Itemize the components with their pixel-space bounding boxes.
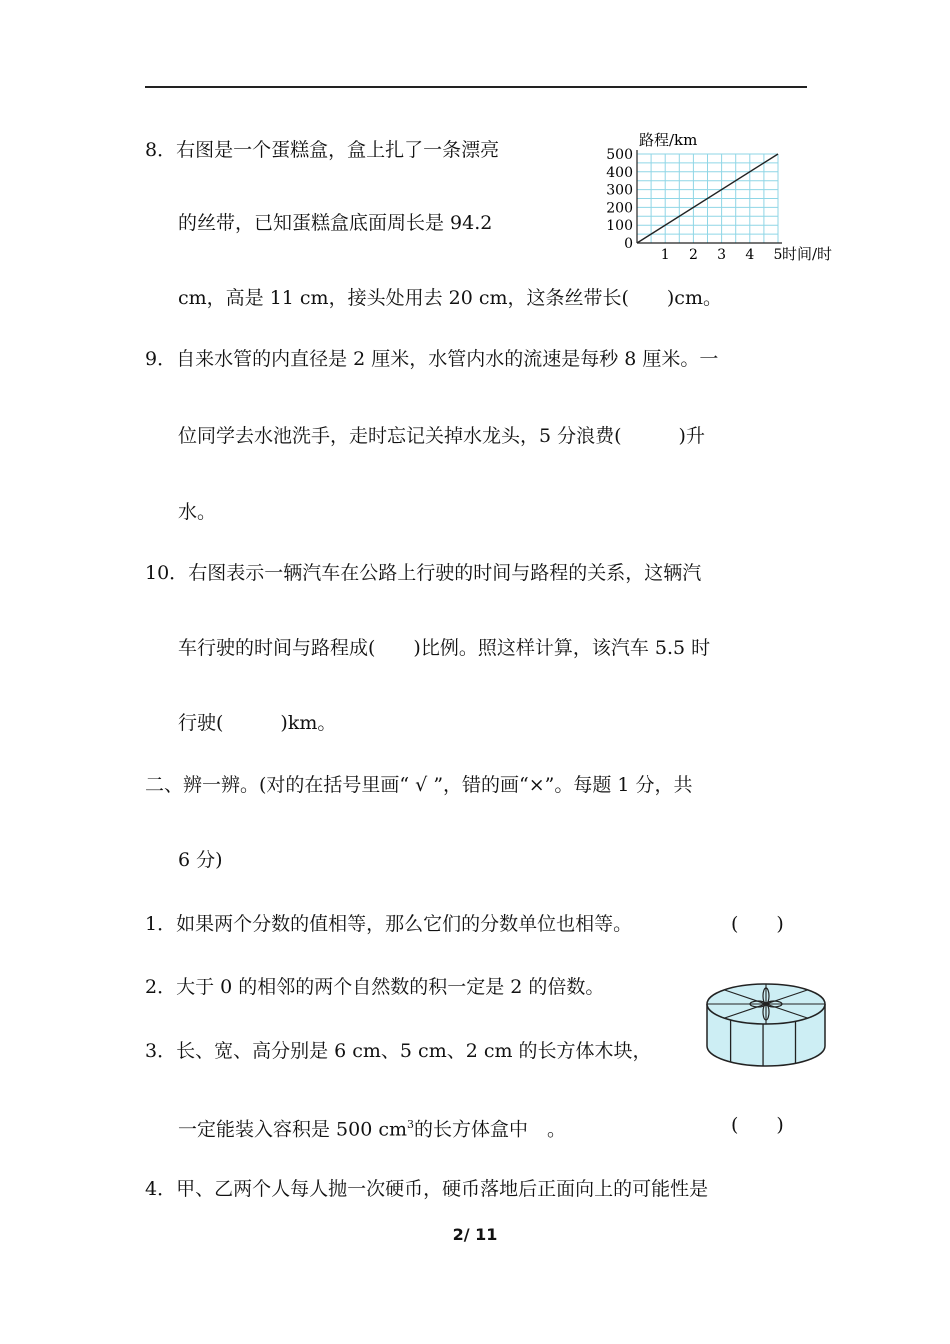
- tf-number: 4．: [145, 1178, 177, 1200]
- x-tick-label: 1: [660, 247, 670, 263]
- q10-line1: [145, 560, 701, 586]
- page-number: 2/ 11: [452, 1225, 498, 1244]
- q8-line3: cm，高是 11 cm，接头处用去 20 cm，这条丝带长( )cm。: [178, 287, 722, 309]
- tf-answer-paren-1[interactable]: ( ): [731, 913, 784, 935]
- tf-text: 如果两个分数的值相等，那么它们的分数单位也相等。: [176, 913, 633, 935]
- header-rule: [145, 86, 807, 88]
- chart-ticks: [606, 147, 782, 263]
- superscript: 3: [407, 1118, 415, 1131]
- cake-box-illustration: [702, 976, 830, 1072]
- q8-line1: [145, 137, 499, 163]
- q10-text1: 右图表示一辆汽车在公路上行驶的时间与路程的关系，这辆汽: [188, 562, 702, 584]
- section2-heading: 二、辨一辨。(对的在括号里画“ √ ”，错的画“×”。每题 1 分，共: [145, 774, 693, 796]
- q8-line2: 的丝带，已知蛋糕盒底面周长是 94.2: [178, 212, 493, 234]
- q9-line2: 位同学去水池洗手，走时忘记关掉水龙头，5 分浪费( )升: [178, 425, 705, 447]
- y-tick-label: 200: [606, 200, 633, 217]
- tf-item-3: [145, 1038, 652, 1064]
- y-tick-label: 500: [606, 147, 633, 163]
- q9-number: 9．: [145, 348, 177, 370]
- chart-x-label: 时间/时: [782, 245, 833, 263]
- q9-text1: 自来水管的内直径是 2 厘米，水管内水的流速是每秒 8 厘米。一: [176, 348, 719, 370]
- q8-text1: 右图是一个蛋糕盒，盒上扎了一条漂亮: [176, 139, 500, 161]
- tf-text: 大于 0 的相邻的两个自然数的积一定是 2 的倍数。: [176, 976, 605, 998]
- q8-number: 8．: [145, 139, 177, 161]
- y-tick-label: 0: [624, 236, 633, 252]
- tf-number: 3．: [145, 1040, 177, 1062]
- q9-line1: [145, 346, 718, 372]
- q10-number: 10．: [145, 562, 189, 584]
- x-tick-label: 4: [745, 247, 755, 263]
- tf-item-1: [145, 911, 632, 937]
- tf-item-4: [145, 1176, 708, 1202]
- x-tick-label: 2: [688, 247, 698, 263]
- cake-box: [707, 984, 825, 1066]
- tf-answer-paren-3[interactable]: ( ): [731, 1114, 784, 1136]
- tf-item-2: [145, 974, 604, 1000]
- tf-text: 长、宽、高分别是 6 cm、5 cm、2 cm 的长方体木块，: [176, 1040, 652, 1062]
- q9-line3: 水。: [178, 501, 217, 523]
- tf-item-3-cont: [178, 1112, 566, 1142]
- tf-number: 1．: [145, 913, 177, 935]
- q10-line3: 行驶( )km。: [178, 712, 337, 734]
- y-tick-label: 300: [606, 182, 633, 199]
- x-tick-label: 3: [717, 247, 727, 263]
- y-tick-label: 100: [606, 218, 633, 235]
- section2-heading-cont: 6 分): [178, 849, 223, 871]
- tf-text: 甲、乙两个人每人抛一次硬币，硬币落地后正面向上的可能性是: [176, 1178, 709, 1200]
- x-tick-label: 5: [773, 247, 783, 263]
- q10-line2: 车行驶的时间与路程成( )比例。照这样计算，该汽车 5.5 时: [178, 637, 711, 659]
- chart-y-label: 路程/km: [639, 131, 698, 149]
- tf-text-cont-end: 的长方体盒中 。: [414, 1118, 567, 1141]
- tf-text-cont: 一定能装入容积是 500 cm: [178, 1118, 408, 1141]
- distance-time-chart: [600, 128, 845, 268]
- tf-number: 2．: [145, 976, 177, 998]
- y-tick-label: 400: [606, 164, 633, 181]
